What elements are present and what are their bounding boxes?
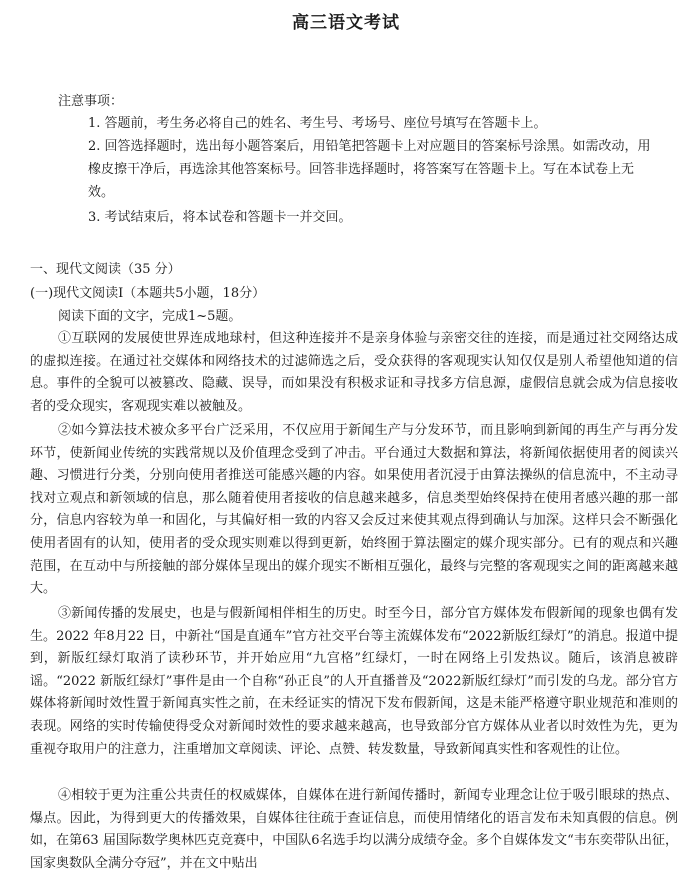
notice-heading: 注意事项： <box>58 94 124 109</box>
reading-instruction: 阅读下面的文字，完成1~5题。 <box>58 309 242 324</box>
passage-paragraph-1: ①互联网的发展使世界连成地球村，但这种连接并不是亲身体验与亲密交往的连接，而是通过社交网络达成的虚拟连接。在通过社交媒体和网络技术的过滤筛选之后，受众获得的客观现实认知仅仅是别人希望他知道的信息。事件的全貌可以被篡改、隐藏、误导，而如果没有积极求证和寻找多方信息源，虚假信息就会成为信息接收者的受众现实，客观现实难以被触及。 <box>30 331 678 414</box>
section-heading: 一、现代文阅读（35 分） <box>30 262 181 277</box>
subsection-heading: (一)现代文阅读Ⅰ（本题共5小题，18分） <box>30 286 266 301</box>
passage-paragraph-3: ③新闻传播的发展史，也是与假新闻相伴相生的历史。时至今日，部分官方媒体发布假新闻的现象也偶有发生。2022 年8月22 日，中新社“国是直通车”官方社交平台等主流媒体发布“2022新版红绿灯”的消息。报道中提到，新版红绿灯取消了读秒环节，并开始应用“九宫格”红绿灯，一时在网络上引发热议。随后，该消息被辟谣。“2022 新版红绿灯”事件是由一个自称“孙正良”的人开直播普及“2022新版红绿灯”而引发的乌龙。部分官方媒体将新闻时效性置于新闻真实性之前，在未经证实的情况下发布假新闻，这是未能严格遵守职业规范和准则的表现。网络的实时传输使得受众对新闻时效性的要求越来越高，也导致部分官方媒体从业者以时效性为先，更为重视夺取用户的注意力，注重增加文章阅读、评论、点赞、转发数量，导致新闻真实性和客观性的让位。 <box>30 606 678 757</box>
notice-item-3: 3. 考试结束后，将本试卷和答题卡一并交回。 <box>88 210 352 225</box>
notice-item-1: 1. 答题前，考生务必将自己的姓名、考生号、考场号、座位号填写在答题卡上。 <box>88 116 547 131</box>
passage-paragraph-2: ②如今算法技术被众多平台广泛采用，不仅应用于新闻生产与分发环节，而且影响到新闻的再生产与再分发环节，使新闻业传统的实践常规以及价值理念受到了冲击。平台通过大数据和算法，将新闻依据使用者的阅读兴趣、习惯进行分类，分别向使用者推送可能感兴趣的内容。如果使用者沉浸于由算法操纵的信息流中，不主动寻找对立观点和新领域的信息，那么随着使用者接收的信息越来越多，信息类型始终保持在使用者感兴趣的那一部分，信息内容较为单一和固化，与其偏好相一致的内容又会反过来使其观点得到确认与加深。这样只会不断强化使用者固有的认知，使用者的受众现实则难以得到更新，始终囿于算法圈定的媒介现实部分。已有的观点和兴趣范围，在互动中与所接触的部分媒体呈现出的媒介现实不断相互强化，最终与完整的客观现实之间的距离越来越大。 <box>30 423 678 597</box>
notice-item-2: 2. 回答选择题时，选出每小题答案后，用铅笔把答题卡上对应题目的答案标号涂黑。如需改动，用橡皮擦干净后，再选涂其他答案标号。回答非选择题时，将答案写在答题卡上。写在本试卷上无效。 <box>88 139 651 200</box>
passage-paragraph-4: ④相较于更为注重公共责任的权威媒体，自媒体在进行新闻传播时，新闻专业理念让位于吸引眼球的热点、爆点。因此，为得到更大的传播效果，自媒体往往疏于查证信息，而使用情绪化的语言发布未知真假的信息。例如，在第63 届国际数学奥林匹克竞赛中，中国队6名选手均以满分成绩夺金。多个自媒体发文“韦东奕带队出征，国家奥数队全满分夺冠”，并在文中贴出 <box>30 788 678 871</box>
page-title: 高三语文考试 <box>292 13 400 33</box>
